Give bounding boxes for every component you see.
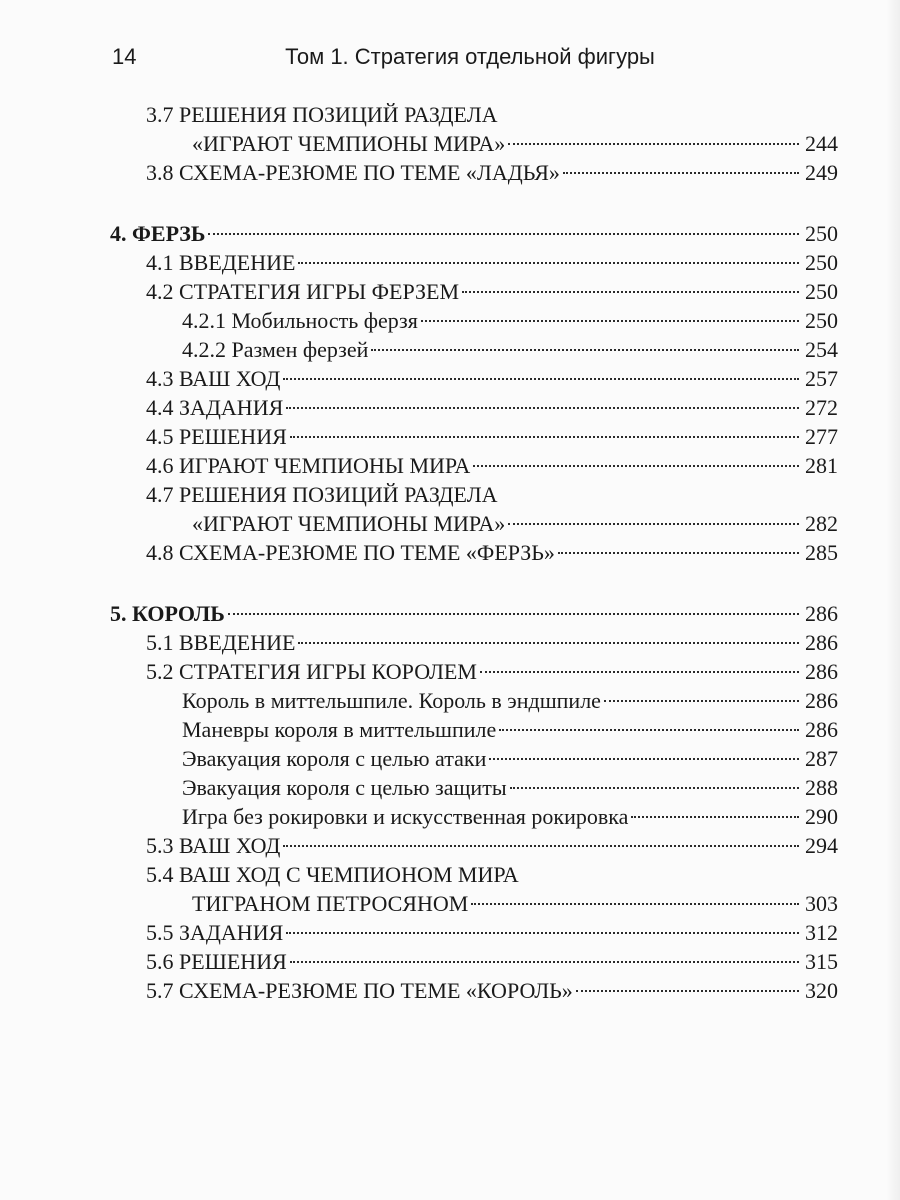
- toc-entry-page: 244: [805, 131, 838, 156]
- toc-entry-page: 257: [805, 366, 838, 391]
- toc-entry: [110, 422, 838, 451]
- dot-leader: [298, 262, 799, 264]
- toc-entry: [110, 480, 838, 509]
- toc-entry-title: 5.1 ВВЕДЕНИЕ: [146, 630, 296, 655]
- toc-entry-page: 287: [805, 746, 838, 771]
- toc-entry-title: 5. КОРОЛЬ: [110, 601, 225, 626]
- toc-entry-page: 303: [805, 891, 838, 916]
- dot-leader: [471, 903, 799, 905]
- toc-entry-title: Эвакуация короля с целью атаки: [182, 746, 487, 771]
- toc-entry-page: 254: [805, 337, 838, 362]
- toc-entry: [110, 100, 838, 129]
- toc-entry: [110, 129, 838, 158]
- toc-entry: [110, 393, 838, 422]
- toc-entry-page: 282: [805, 511, 838, 536]
- toc-entry-page: 286: [805, 659, 838, 684]
- toc-entry: [110, 657, 838, 686]
- section-gap: [110, 567, 838, 599]
- dot-leader: [480, 671, 799, 673]
- dot-leader: [298, 642, 799, 644]
- toc-entry-page: 250: [805, 250, 838, 275]
- dot-leader: [228, 613, 799, 615]
- dot-leader: [508, 523, 799, 525]
- toc-chapter-entry: [110, 219, 838, 248]
- toc-entry-title: 5.3 ВАШ ХОД: [146, 833, 281, 858]
- toc-entry-title: ТИГРАНОМ ПЕТРОСЯНОМ: [192, 891, 469, 916]
- toc-entry-title: Эвакуация короля с целью защиты: [182, 775, 507, 800]
- toc-entry-title: 4. ФЕРЗЬ: [110, 221, 206, 246]
- toc-section-4: [110, 219, 838, 567]
- toc-entry: [110, 744, 838, 773]
- dot-leader: [489, 758, 799, 760]
- toc-entry: [110, 889, 838, 918]
- toc-entry: [110, 364, 838, 393]
- page-header: [112, 44, 828, 74]
- dot-leader: [286, 407, 799, 409]
- toc-entry: [110, 831, 838, 860]
- toc-entry-title: 5.7 СХЕМА-РЕЗЮМЕ ПО ТЕМЕ «КОРОЛЬ»: [146, 978, 573, 1003]
- toc-chapter-entry: [110, 599, 838, 628]
- toc-entry-page: 281: [805, 453, 838, 478]
- toc-entry-title: 4.2.2 Размен ферзей: [182, 337, 369, 362]
- toc-entry-title: 5.4 ВАШ ХОД С ЧЕМПИОНОМ МИРА: [146, 862, 519, 887]
- toc-entry-page: 286: [805, 601, 838, 626]
- dot-leader: [510, 787, 799, 789]
- toc-entry: [110, 715, 838, 744]
- section-gap: [110, 187, 838, 219]
- dot-leader: [290, 961, 799, 963]
- toc-section-5: [110, 599, 838, 1005]
- toc-entry-page: 315: [805, 949, 838, 974]
- page-edge-shadow: [886, 0, 900, 1200]
- toc-entry: [110, 277, 838, 306]
- toc-entry-title: 4.5 РЕШЕНИЯ: [146, 424, 287, 449]
- dot-leader: [631, 816, 799, 818]
- dot-leader: [290, 436, 799, 438]
- toc-entry-page: 290: [805, 804, 838, 829]
- toc-entry-page: 312: [805, 920, 838, 945]
- toc-entry: [110, 773, 838, 802]
- toc-entry-page: 250: [805, 308, 838, 333]
- toc-entry-title: 4.2 СТРАТЕГИЯ ИГРЫ ФЕРЗЕМ: [146, 279, 460, 304]
- toc-entry-page: 277: [805, 424, 838, 449]
- toc-entry: [110, 918, 838, 947]
- toc-entry-page: 286: [805, 688, 838, 713]
- dot-leader: [473, 465, 799, 467]
- toc-entry-title: 4.6 ИГРАЮТ ЧЕМПИОНЫ МИРА: [146, 453, 471, 478]
- toc-entry-title: 4.3 ВАШ ХОД: [146, 366, 281, 391]
- toc-entry-page: 249: [805, 160, 838, 185]
- toc-entry: [110, 335, 838, 364]
- toc-entry-title: «ИГРАЮТ ЧЕМПИОНЫ МИРА»: [192, 511, 506, 536]
- toc-entry-title: Маневры короля в миттельшпиле: [182, 717, 497, 742]
- toc-entry: [110, 538, 838, 567]
- toc-entry-title: 4.2.1 Мобильность ферзя: [182, 308, 418, 333]
- toc-entry: [110, 802, 838, 831]
- dot-leader: [558, 552, 799, 554]
- toc-entry-page: 286: [805, 630, 838, 655]
- dot-leader: [208, 233, 799, 235]
- toc-entry-page: 250: [805, 279, 838, 304]
- dot-leader: [563, 172, 799, 174]
- toc-entry-page: 288: [805, 775, 838, 800]
- dot-leader: [371, 349, 799, 351]
- toc-entry-page: 272: [805, 395, 838, 420]
- toc-entry: [110, 248, 838, 277]
- toc-entry: [110, 451, 838, 480]
- toc-entry-title: 4.4 ЗАДАНИЯ: [146, 395, 284, 420]
- dot-leader: [283, 845, 799, 847]
- toc-entry: [110, 306, 838, 335]
- toc-entry: [110, 628, 838, 657]
- toc-entry: [110, 686, 838, 715]
- toc-entry-title: Игра без рокировки и искусственная рокировка: [182, 804, 629, 829]
- dot-leader: [604, 700, 799, 702]
- dot-leader: [283, 378, 799, 380]
- toc-entry-title: 5.5 ЗАДАНИЯ: [146, 920, 284, 945]
- toc-entry: [110, 947, 838, 976]
- dot-leader: [421, 320, 799, 322]
- toc-entry-page: 250: [805, 221, 838, 246]
- toc-entry: [110, 976, 838, 1005]
- toc-entry-title: 3.7 РЕШЕНИЯ ПОЗИЦИЙ РАЗДЕЛА: [146, 102, 498, 127]
- dot-leader: [508, 143, 799, 145]
- dot-leader: [499, 729, 799, 731]
- dot-leader: [576, 990, 799, 992]
- toc-entry-title: 5.2 СТРАТЕГИЯ ИГРЫ КОРОЛЕМ: [146, 659, 477, 684]
- toc-entry-page: 320: [805, 978, 838, 1003]
- toc-entry-title: 5.6 РЕШЕНИЯ: [146, 949, 287, 974]
- dot-leader: [462, 291, 799, 293]
- toc-section-3: [110, 100, 838, 187]
- toc-entry-page: 294: [805, 833, 838, 858]
- toc-entry: [110, 158, 838, 187]
- toc-entry-title: 4.1 ВВЕДЕНИЕ: [146, 250, 296, 275]
- toc-entry-page: 286: [805, 717, 838, 742]
- dot-leader: [286, 932, 799, 934]
- page-number: 14: [112, 44, 137, 69]
- table-of-contents: [110, 100, 838, 1005]
- toc-entry: [110, 509, 838, 538]
- toc-entry-title: 4.7 РЕШЕНИЯ ПОЗИЦИЙ РАЗДЕЛА: [146, 482, 498, 507]
- running-title: Том 1. Стратегия отдельной фигуры: [285, 44, 655, 69]
- toc-entry-title: 4.8 СХЕМА-РЕЗЮМЕ ПО ТЕМЕ «ФЕРЗЬ»: [146, 540, 555, 565]
- toc-entry-title: «ИГРАЮТ ЧЕМПИОНЫ МИРА»: [192, 131, 506, 156]
- toc-entry-title: Король в миттельшпиле. Король в эндшпиле: [182, 688, 601, 713]
- toc-entry-page: 285: [805, 540, 838, 565]
- toc-entry-title: 3.8 СХЕМА-РЕЗЮМЕ ПО ТЕМЕ «ЛАДЬЯ»: [146, 160, 560, 185]
- toc-entry: [110, 860, 838, 889]
